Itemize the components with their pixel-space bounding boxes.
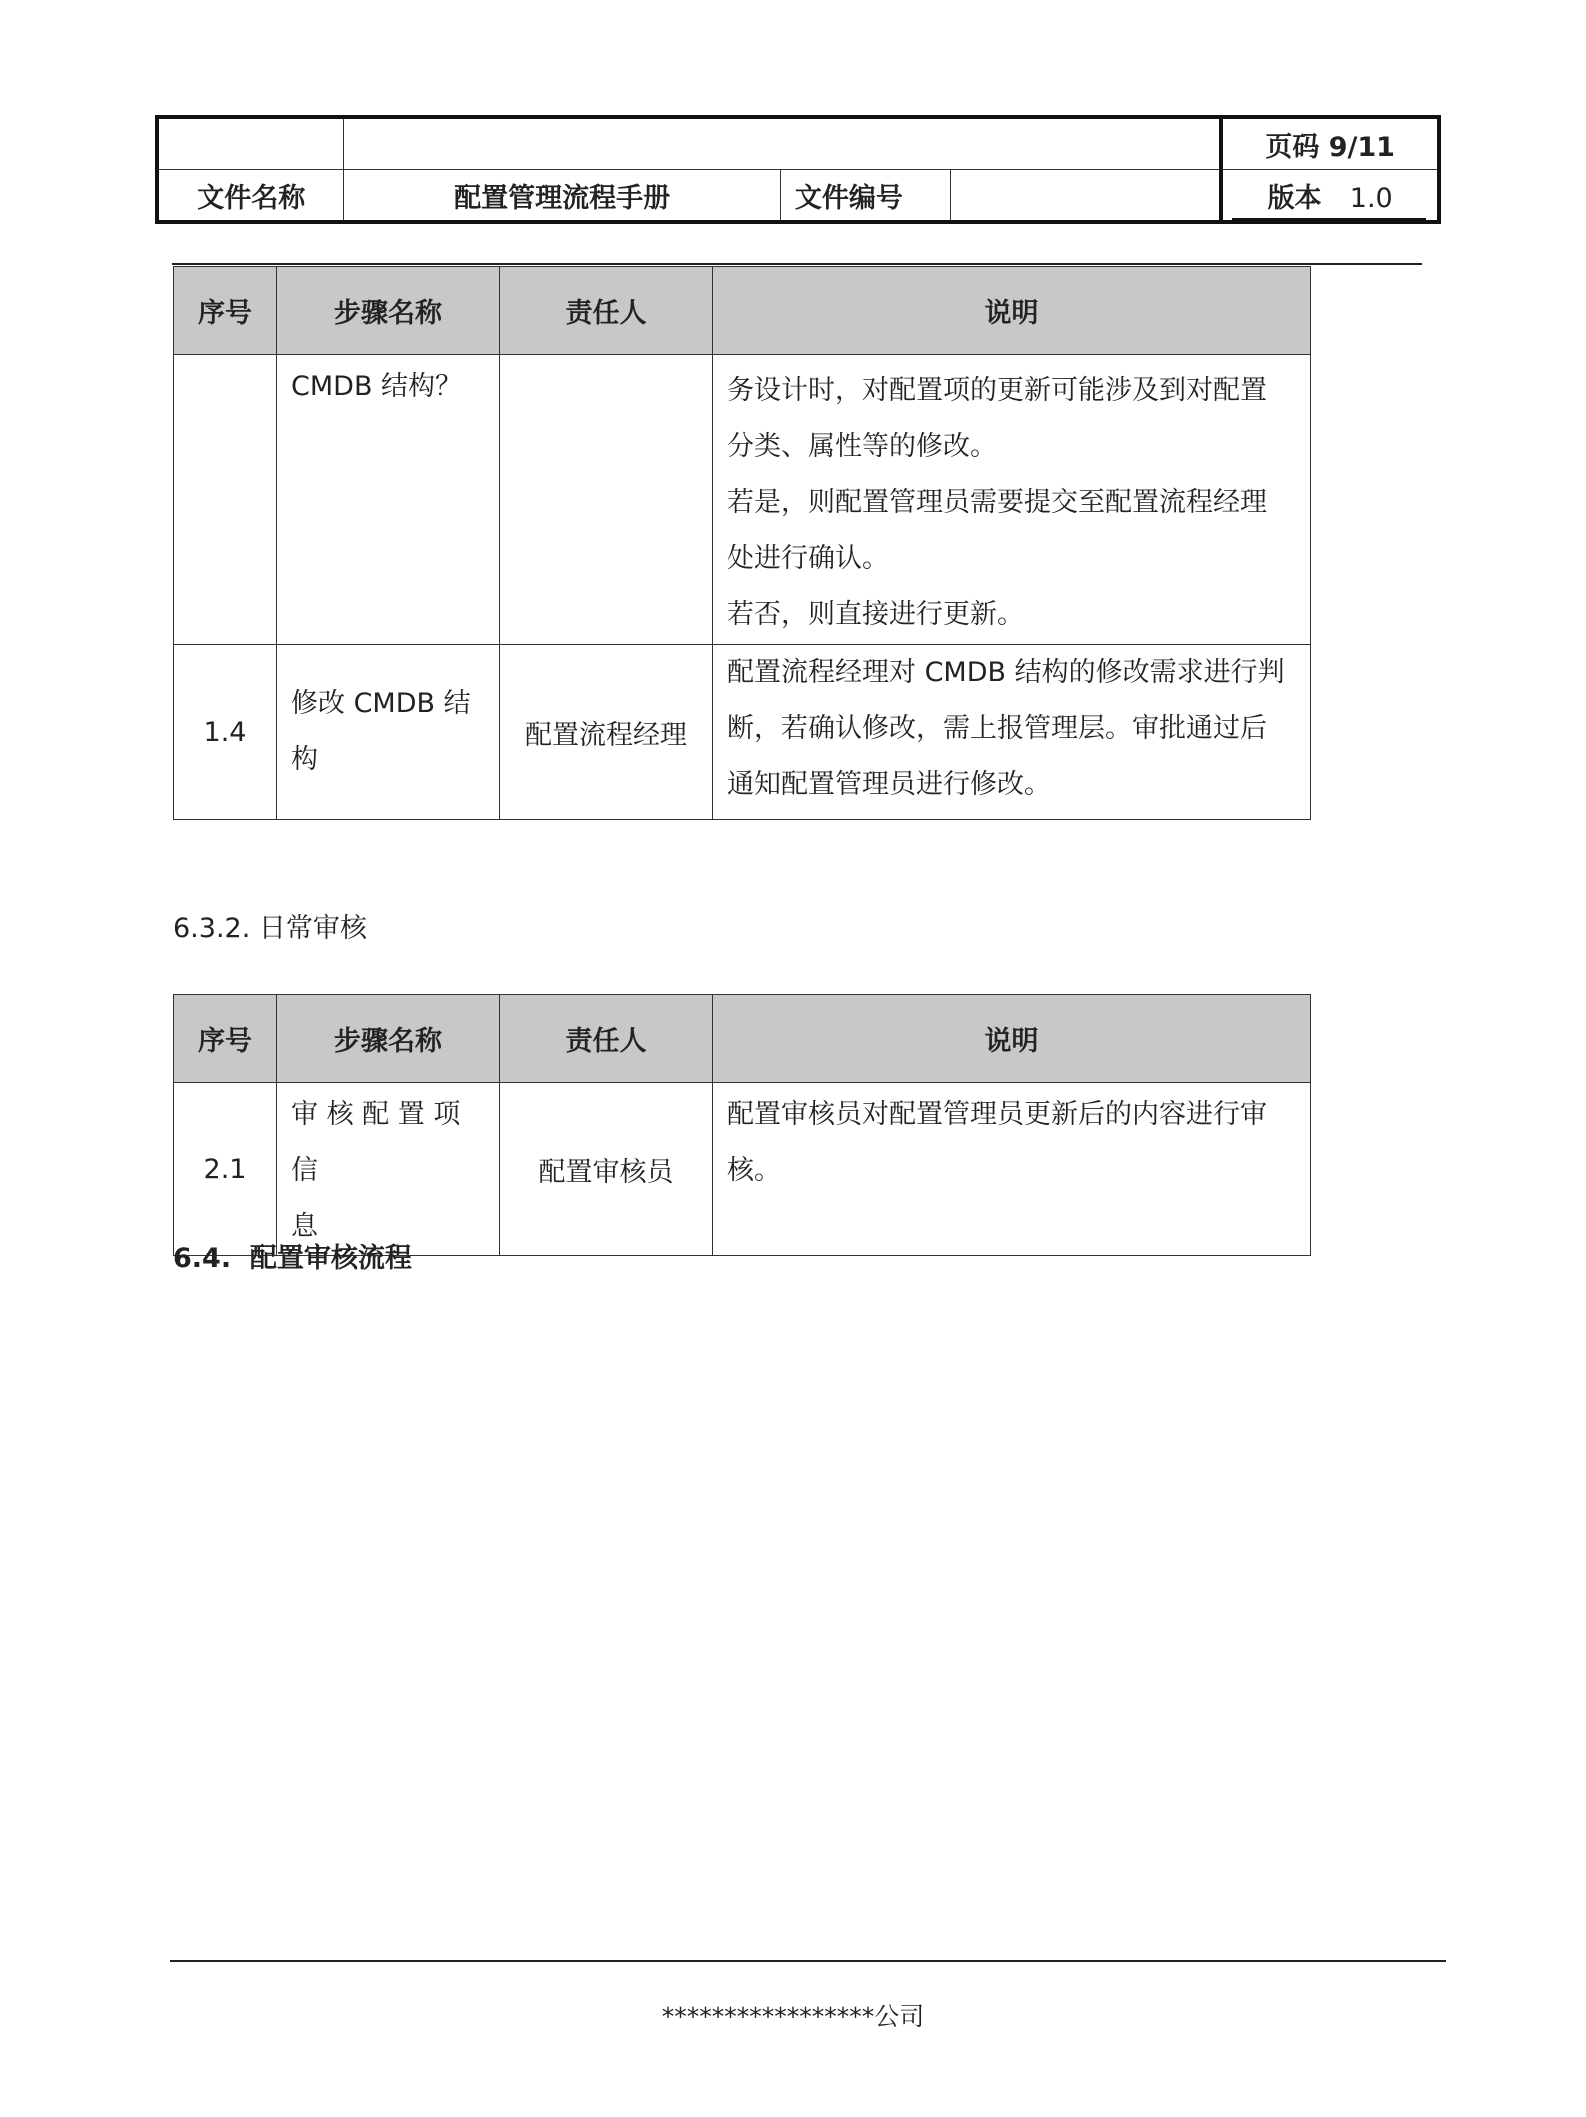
version-cell <box>1221 170 1439 223</box>
desc-line: 处进行确认。 <box>727 543 889 574</box>
step-line: 审 核 配 置 项 信 <box>291 1099 461 1186</box>
header-rule <box>172 263 1422 265</box>
row-seq: 2.1 <box>174 1083 277 1256</box>
version-value: 1.0 <box>1349 182 1393 214</box>
row-desc <box>713 645 1311 820</box>
version-label: 版本 <box>1267 182 1322 214</box>
section-heading-632: 6.3.2. 日常审核 <box>173 913 367 944</box>
desc-line: 配置审核员对配置管理员更新后的内容进行审 <box>727 1099 1267 1130</box>
col-owner: 责任人 <box>500 267 713 355</box>
desc-line: 通知配置管理员进行修改。 <box>727 769 1051 800</box>
row-step: 修改 CMDB 结构 <box>277 645 500 820</box>
row-desc <box>713 1083 1311 1256</box>
table-row <box>174 355 1311 645</box>
col-step: 步骤名称 <box>277 995 500 1083</box>
footer-rule <box>170 1960 1446 1962</box>
table-row <box>174 645 1311 820</box>
table-header-row <box>174 995 1311 1083</box>
desc-line: 若否，则直接进行更新。 <box>727 599 1024 630</box>
page-number: 页码 9/11 <box>1221 117 1439 170</box>
row-desc <box>713 355 1311 645</box>
row-seq <box>174 355 277 645</box>
version-underline <box>1232 218 1426 220</box>
row-owner <box>500 355 713 645</box>
col-desc: 说明 <box>713 995 1311 1083</box>
col-step: 步骤名称 <box>277 267 500 355</box>
desc-line: 配置流程经理对 CMDB 结构的修改需求进行判 <box>727 657 1285 688</box>
row-step <box>277 1083 500 1256</box>
file-name-value: 配置管理流程手册 <box>344 170 780 223</box>
col-seq: 序号 <box>174 995 277 1083</box>
row-seq: 1.4 <box>174 645 277 820</box>
desc-line: 核。 <box>727 1155 781 1186</box>
process-table-2 <box>173 994 1311 1256</box>
document-header <box>155 115 1441 224</box>
step-line: 息 <box>291 1211 318 1242</box>
desc-line: 断，若确认修改，需上报管理层。审批通过后 <box>727 713 1267 744</box>
row-step: CMDB 结构？ <box>277 355 500 645</box>
col-owner: 责任人 <box>500 995 713 1083</box>
file-name-label: 文件名称 <box>157 170 344 223</box>
table-header-row <box>174 267 1311 355</box>
process-table-1 <box>173 266 1311 820</box>
desc-line: 分类、属性等的修改。 <box>727 431 997 462</box>
table-row <box>174 1083 1311 1256</box>
desc-line: 若是，则配置管理员需要提交至配置流程经理 <box>727 487 1267 518</box>
row-owner: 配置流程经理 <box>500 645 713 820</box>
row-owner: 配置审核员 <box>500 1083 713 1256</box>
file-number-label: 文件编号 <box>780 170 950 223</box>
section-heading-64: 6.4. 配置审核流程 <box>173 1243 412 1274</box>
file-number-value <box>951 170 1222 223</box>
col-seq: 序号 <box>174 267 277 355</box>
header-blank-cell <box>157 117 344 170</box>
desc-line: 务设计时，对配置项的更新可能涉及到对配置 <box>727 375 1267 406</box>
col-desc: 说明 <box>713 267 1311 355</box>
header-top-blank <box>344 117 1221 170</box>
footer-company: *****************公司 <box>661 2002 925 2031</box>
